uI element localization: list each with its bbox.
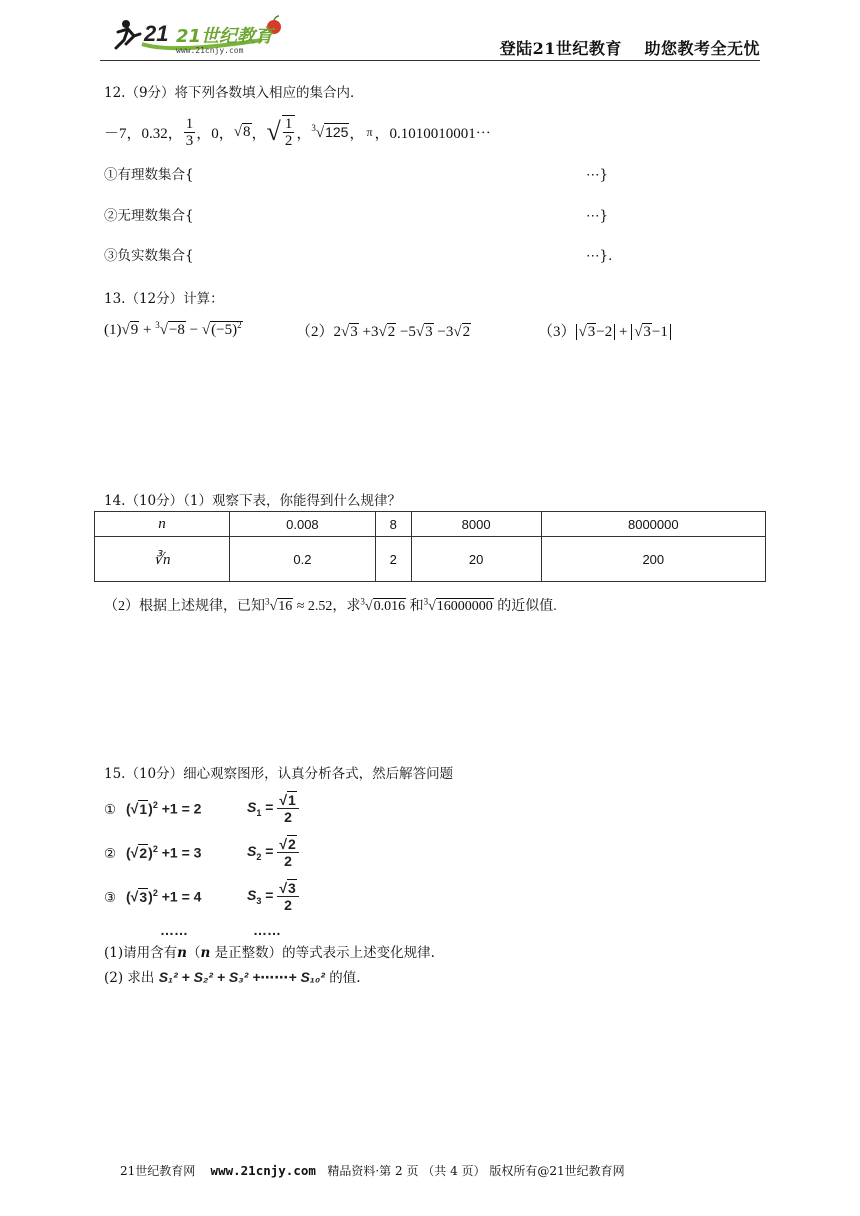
q15-dots-right: …… bbox=[253, 922, 281, 938]
table-cell: 0.2 bbox=[230, 537, 376, 582]
q13-part-3: （3） √3−2 + √3−1 bbox=[538, 320, 671, 341]
footer-info: 精品资料·第 2 页 （共 4 页） 版权所有@21世纪教育网 bbox=[327, 1164, 625, 1178]
q14-part-2: （2）根据上述规律，已知$^3$√16 ≈ 2.52，求$^3$√0.016 和$^3$√16000000 的近似值. bbox=[104, 596, 557, 614]
svg-text:21: 21 bbox=[144, 21, 169, 46]
q13-part-2: （2）2√3 +3√2 −5√3 −3√2 bbox=[296, 324, 471, 340]
q12-title: 12.（9分）将下列各数填入相应的集合内． bbox=[104, 85, 364, 101]
table-cell: 8000000 bbox=[541, 512, 765, 537]
table-cell: 8000 bbox=[411, 512, 541, 537]
q14-title: 14.（10分）（1）观察下表，你能得到什么规律？ bbox=[104, 493, 401, 509]
q12-num-1: －7，0.32， bbox=[104, 125, 183, 142]
logo bbox=[112, 14, 292, 58]
table-cell: 20 bbox=[411, 537, 541, 582]
footer-url: www.21cnjy.com bbox=[210, 1163, 316, 1178]
q15-dots-left: …… bbox=[160, 922, 188, 938]
q12-fraction-one-third: $\frac{1}{3}$ bbox=[185, 115, 194, 149]
header-divider bbox=[100, 60, 760, 61]
set-rational-label: ①有理数集合{ bbox=[104, 167, 194, 183]
table-row bbox=[95, 537, 766, 582]
set-negative-label: ③负实数集合{ bbox=[104, 248, 194, 264]
table-cell: 200 bbox=[541, 537, 765, 582]
row-header-n: n bbox=[95, 512, 230, 537]
q12-sqrt-8: √8 bbox=[233, 123, 251, 140]
set-irrational-label: ②无理数集合{ bbox=[104, 208, 194, 224]
logo-text: 21世纪教育 bbox=[176, 26, 274, 47]
q15-question-2: (2) 求出 S₁² + S₂² + S₃² +⋯⋯+ S₁₀² 的值. bbox=[104, 969, 361, 986]
table-cell: 8 bbox=[375, 512, 411, 537]
table-row bbox=[95, 512, 766, 537]
q12-pi: π bbox=[366, 124, 373, 139]
q13-title: 13.（12分）计算： bbox=[104, 291, 224, 307]
q12-sep-1: ，0， bbox=[196, 125, 234, 142]
q14-table bbox=[94, 511, 766, 582]
logo-url: www.21cnjy.com bbox=[176, 46, 244, 55]
table-cell: 2 bbox=[375, 537, 411, 582]
q12-num-last: ，0.1010010001⋯ bbox=[374, 125, 491, 142]
footer-site-name: 21世纪教育网 bbox=[120, 1164, 196, 1178]
table-cell: 0.008 bbox=[230, 512, 376, 537]
row-header-cbrt-n: ∛n bbox=[95, 537, 230, 582]
q12-numbers: －7，0.32， $\frac{1}{3}$ ，0， √8 ， √ $\frac{1}{2}$ ， $^3$√125 ， π ，0.1010010001⋯ bbox=[104, 115, 491, 149]
set-irrational-end: ⋯} bbox=[586, 208, 609, 224]
set-rational-end: ⋯} bbox=[586, 167, 609, 183]
q12-sqrt-half: √ $\frac{1}{2}$ bbox=[267, 115, 297, 149]
set-negative-end: ⋯}． bbox=[586, 248, 622, 264]
q15-title: 15.（10分）细心观察图形，认真分析各式，然后解答问题 bbox=[104, 766, 454, 782]
q12-cbrt-125: $^3$√125 bbox=[311, 122, 349, 141]
q15-question-1: (1)请用含有n（n 是正整数）的等式表示上述变化规律. bbox=[104, 945, 435, 961]
header-slogan: 登陆21世纪教育 助您教考全无忧 bbox=[499, 39, 760, 58]
q13-part-1: $(1)√9 + ^3√-8 - √(-5)^2$ bbox=[104, 320, 242, 338]
page-footer bbox=[120, 1162, 625, 1179]
